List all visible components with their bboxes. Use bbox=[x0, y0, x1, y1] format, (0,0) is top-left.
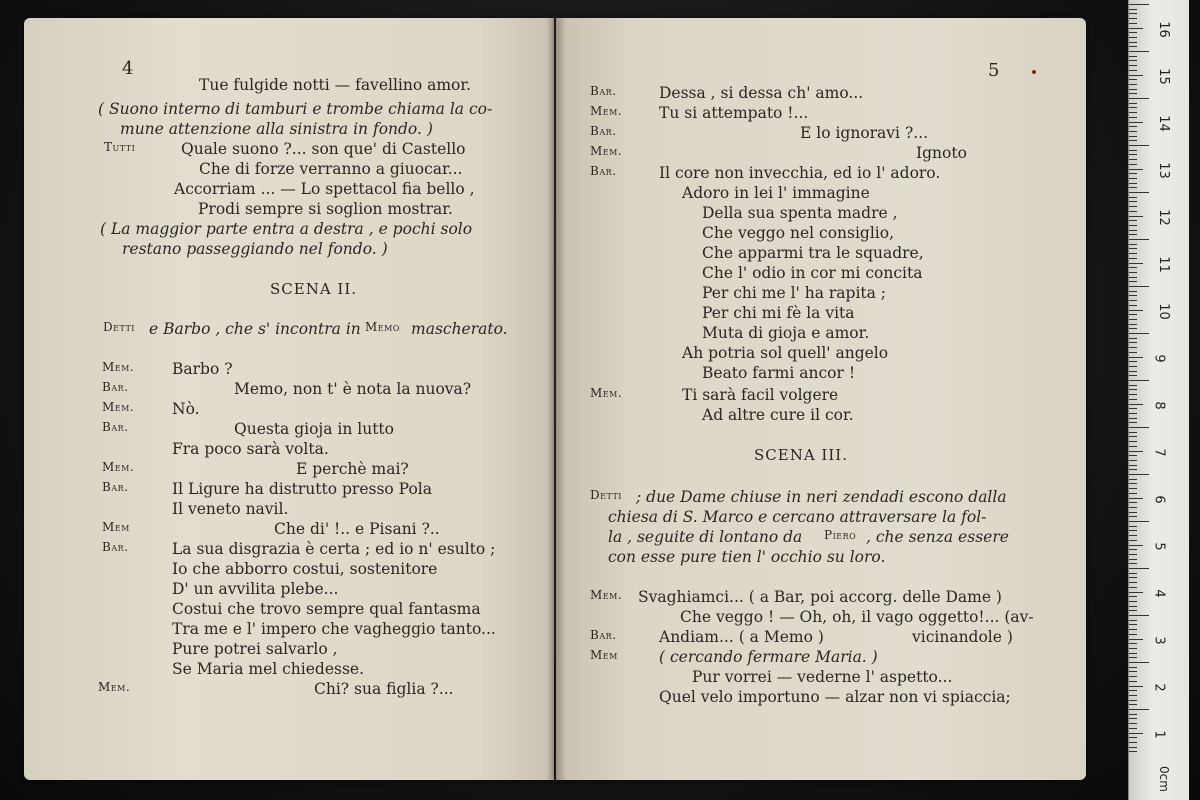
ruler-tick bbox=[1129, 361, 1137, 362]
text-line: Quale suono ?... son que' di Castello bbox=[181, 140, 466, 158]
ruler-tick bbox=[1129, 648, 1137, 649]
ruler-tick bbox=[1129, 248, 1137, 249]
ruler-tick bbox=[1129, 169, 1143, 170]
text-line: Il Ligure ha distrutto presso Pola bbox=[172, 480, 432, 498]
ruler-tick bbox=[1129, 220, 1137, 221]
ruler-tick bbox=[1129, 310, 1143, 311]
ruler-number: 5 bbox=[1151, 542, 1167, 551]
ruler-tick bbox=[1129, 13, 1137, 14]
text-line: Che veggo ! — Oh, oh, il vago oggetto!... (av- bbox=[680, 608, 1034, 626]
ruler-tick bbox=[1129, 300, 1137, 301]
page-number: 4 bbox=[122, 58, 134, 79]
ruler-tick bbox=[1129, 281, 1137, 282]
ruler-tick bbox=[1129, 436, 1137, 437]
ruler-tick bbox=[1129, 291, 1137, 292]
ruler-tick bbox=[1129, 418, 1137, 419]
ruler-tick bbox=[1129, 230, 1137, 231]
speaker: Mem. bbox=[590, 386, 623, 400]
ruler-tick bbox=[1129, 681, 1137, 682]
ruler-tick bbox=[1129, 380, 1149, 381]
ruler-tick bbox=[1129, 65, 1137, 66]
ruler-number: 8 bbox=[1151, 401, 1167, 410]
ruler-tick bbox=[1129, 690, 1137, 691]
ruler-tick bbox=[1129, 695, 1137, 696]
ruler-tick bbox=[1129, 164, 1137, 165]
ruler-tick bbox=[1129, 183, 1137, 184]
ruler-tick bbox=[1129, 549, 1137, 550]
text-line: Costui che trovo sempre qual fantasma bbox=[172, 600, 481, 618]
text-line: Barbo ? bbox=[172, 360, 233, 378]
ruler-tick bbox=[1129, 272, 1137, 273]
ruler-tick bbox=[1129, 446, 1137, 447]
text-line: Quel velo importuno — alzar non vi spiaccia; bbox=[659, 688, 1011, 706]
ruler-tick bbox=[1129, 686, 1143, 687]
ruler-tick bbox=[1129, 56, 1137, 57]
stage-direction: mune attenzione alla sinistra in fondo. ) bbox=[120, 120, 433, 138]
ruler-tick bbox=[1129, 657, 1137, 658]
text-line: Tue fulgide notti — favellino amor. bbox=[199, 76, 472, 94]
page-number: 5 bbox=[988, 60, 1000, 81]
ruler-number: 14 bbox=[1155, 115, 1171, 132]
scene-title: SCENA III. bbox=[754, 446, 848, 464]
speaker: Mem. bbox=[590, 144, 623, 158]
ruler-tick bbox=[1129, 704, 1137, 705]
ruler-tick bbox=[1129, 197, 1137, 198]
ruler-tick bbox=[1129, 37, 1137, 38]
text-line: Se Maria mel chiedesse. bbox=[172, 660, 365, 678]
ruler-tick bbox=[1129, 46, 1137, 47]
speaker: Bar. bbox=[590, 164, 617, 178]
text-line: Tra me e l' impero che vagheggio tanto... bbox=[172, 620, 496, 638]
ruler-number: 7 bbox=[1151, 448, 1167, 457]
ruler-tick bbox=[1129, 671, 1137, 672]
speaker: Mem. bbox=[102, 460, 135, 474]
ruler-tick bbox=[1129, 563, 1137, 564]
ruler-tick bbox=[1129, 662, 1149, 663]
text-line: Per chi me l' ha rapita ; bbox=[702, 284, 887, 302]
measuring-ruler bbox=[1128, 0, 1189, 800]
ruler-tick bbox=[1129, 42, 1137, 43]
ruler-tick bbox=[1129, 714, 1137, 715]
stage-direction: ( cercando fermare Maria. ) bbox=[659, 648, 878, 666]
text-line: La sua disgrazia è certa ; ed io n' esulto ; bbox=[172, 540, 496, 558]
ruler-number: 13 bbox=[1155, 162, 1171, 179]
ruler-tick bbox=[1129, 93, 1137, 94]
ruler-tick bbox=[1129, 427, 1149, 428]
ruler-tick bbox=[1129, 718, 1137, 719]
text-line: Adoro in lei l' immagine bbox=[682, 184, 870, 202]
text-line: Svaghiamci... ( a Bar, poi accorg. delle Dame ) bbox=[638, 588, 1002, 606]
book-gutter bbox=[546, 18, 566, 780]
ruler-tick bbox=[1129, 267, 1137, 268]
ruler-tick bbox=[1129, 587, 1137, 588]
ruler-tick bbox=[1129, 385, 1137, 386]
text-line: vicinandole ) bbox=[912, 628, 1013, 646]
stage-direction: ; due Dame chiuse in neri zendadi escono dalla bbox=[636, 488, 1007, 506]
ruler-tick bbox=[1129, 145, 1149, 146]
ruler-tick bbox=[1129, 140, 1137, 141]
ruler-tick bbox=[1129, 733, 1143, 734]
ruler-tick bbox=[1129, 700, 1137, 701]
ruler-tick bbox=[1129, 498, 1143, 499]
ruler-tick bbox=[1129, 305, 1137, 306]
ruler-tick bbox=[1129, 136, 1137, 137]
ruler-tick bbox=[1129, 18, 1137, 19]
ruler-tick bbox=[1129, 545, 1143, 546]
ruler-tick bbox=[1129, 173, 1137, 174]
text-line: Pure potrei salvarlo , bbox=[172, 640, 338, 658]
speaker: Mem. bbox=[590, 588, 623, 602]
ruler-tick bbox=[1129, 404, 1143, 405]
ruler-tick bbox=[1129, 117, 1137, 118]
ruler-tick bbox=[1129, 601, 1137, 602]
ruler-tick bbox=[1129, 596, 1137, 597]
stage-direction: con esse pure tien l' occhio su loro. bbox=[608, 548, 886, 566]
text-line: Ti sarà facil volgere bbox=[682, 386, 839, 404]
ruler-tick bbox=[1129, 60, 1137, 61]
ruler-tick bbox=[1129, 667, 1137, 668]
speaker: Detti bbox=[103, 320, 135, 334]
ruler-number: 10 bbox=[1155, 303, 1171, 320]
ruler-tick bbox=[1129, 723, 1137, 724]
ruler-tick bbox=[1129, 592, 1143, 593]
speaker: Memo bbox=[365, 320, 400, 334]
text-line: Ad altre cure il cor. bbox=[702, 406, 854, 424]
ruler-tick bbox=[1129, 615, 1149, 616]
ruler-tick bbox=[1129, 98, 1149, 99]
ruler-tick bbox=[1129, 493, 1137, 494]
ruler-tick bbox=[1129, 728, 1137, 729]
text-line: Nò. bbox=[172, 400, 200, 418]
ruler-tick bbox=[1129, 535, 1137, 536]
ruler-tick bbox=[1129, 399, 1137, 400]
stage-direction: , che senza essere bbox=[866, 528, 1009, 546]
text-line: Tu si attempato !... bbox=[659, 104, 809, 122]
ruler-tick bbox=[1129, 178, 1137, 179]
ruler-tick bbox=[1129, 314, 1137, 315]
ruler-tick bbox=[1129, 159, 1137, 160]
text-line: Che veggo nel consiglio, bbox=[702, 224, 895, 242]
ruler-tick bbox=[1129, 352, 1137, 353]
speaker: Piero bbox=[824, 528, 857, 542]
text-line: Questa gioja in lutto bbox=[234, 420, 394, 438]
ruler-tick bbox=[1129, 211, 1137, 212]
text-line: Che di forze verranno a giuocar... bbox=[199, 160, 463, 178]
ruler-tick bbox=[1129, 333, 1149, 334]
ruler-tick bbox=[1129, 150, 1137, 151]
text-line: Che l' odio in cor mi concita bbox=[702, 264, 923, 282]
speaker: Mem. bbox=[102, 400, 135, 414]
ruler-tick bbox=[1129, 295, 1137, 296]
text-line: Muta di gioja e amor. bbox=[702, 324, 870, 342]
ruler-tick bbox=[1129, 413, 1137, 414]
ruler-tick bbox=[1129, 103, 1137, 104]
ruler-tick bbox=[1129, 460, 1137, 461]
ruler-tick bbox=[1129, 225, 1137, 226]
ruler-tick bbox=[1129, 9, 1137, 10]
ruler-number: 16 bbox=[1155, 21, 1171, 38]
ruler-number: 2 bbox=[1151, 683, 1167, 692]
ruler-tick bbox=[1129, 79, 1137, 80]
speaker: Bar. bbox=[590, 124, 617, 138]
ruler-tick bbox=[1129, 89, 1137, 90]
text-line: Per chi mi fè la vita bbox=[702, 304, 855, 322]
text-line: Memo, non t' è nota la nuova? bbox=[234, 380, 472, 398]
ruler-tick bbox=[1129, 324, 1137, 325]
ruler-tick bbox=[1129, 263, 1143, 264]
scene-title: SCENA II. bbox=[270, 280, 358, 298]
text-line: Della sua spenta madre , bbox=[702, 204, 898, 222]
ruler-tick bbox=[1129, 338, 1137, 339]
ruler-tick bbox=[1129, 244, 1137, 245]
ruler-tick bbox=[1129, 375, 1137, 376]
ruler-tick bbox=[1129, 516, 1137, 517]
ruler-tick bbox=[1129, 328, 1137, 329]
ruler-tick bbox=[1129, 577, 1137, 578]
speaker: Bar. bbox=[102, 420, 129, 434]
stage-direction: mascherato. bbox=[411, 320, 508, 338]
ruler-tick bbox=[1129, 639, 1143, 640]
stage-direction: ( La maggior parte entra a destra , e pochi solo bbox=[100, 220, 473, 238]
ruler-tick bbox=[1129, 286, 1149, 287]
ruler-tick bbox=[1129, 28, 1143, 29]
ruler-tick bbox=[1129, 51, 1149, 52]
text-line: Pur vorrei — vederne l' aspetto... bbox=[692, 668, 953, 686]
ruler-number: 12 bbox=[1155, 209, 1171, 226]
ruler-tick bbox=[1129, 620, 1137, 621]
left-page bbox=[24, 18, 554, 780]
ruler-tick bbox=[1129, 554, 1137, 555]
speaker: Mem. bbox=[102, 360, 135, 374]
ruler-tick bbox=[1129, 502, 1137, 503]
ruler-tick bbox=[1129, 432, 1137, 433]
stage-direction: chiesa di S. Marco e cercano attraversare la fol- bbox=[608, 508, 987, 526]
ruler-number: 3 bbox=[1151, 636, 1167, 645]
speaker: Bar. bbox=[590, 628, 617, 642]
text-line: Fra poco sarà volta. bbox=[172, 440, 329, 458]
speaker: Bar. bbox=[102, 540, 129, 554]
ruler-tick bbox=[1129, 258, 1137, 259]
ruler-tick bbox=[1129, 4, 1149, 5]
ruler-tick bbox=[1129, 559, 1137, 560]
ruler-number: 15 bbox=[1155, 68, 1171, 85]
ruler-tick bbox=[1129, 582, 1137, 583]
ruler-tick bbox=[1129, 23, 1137, 24]
ruler-tick bbox=[1129, 112, 1137, 113]
ruler-tick bbox=[1129, 126, 1137, 127]
text-line: Accorriam ... — Lo spettacol fia bello , bbox=[174, 180, 475, 198]
ruler-tick bbox=[1129, 634, 1137, 635]
stage-direction: e Barbo , che s' incontra in bbox=[149, 320, 361, 338]
ruler-tick bbox=[1129, 624, 1137, 625]
ruler-tick bbox=[1129, 70, 1137, 71]
ruler-tick bbox=[1129, 747, 1137, 748]
speaker: Tutti bbox=[104, 140, 136, 154]
text-line: Che di' !.. e Pisani ?.. bbox=[274, 520, 440, 538]
ruler-tick bbox=[1129, 469, 1137, 470]
ruler-tick bbox=[1129, 371, 1137, 372]
text-line: Che apparmi tra le squadre, bbox=[702, 244, 924, 262]
text-line: E lo ignoravi ?... bbox=[800, 124, 929, 142]
ruler-tick bbox=[1129, 479, 1137, 480]
ruler-tick bbox=[1129, 366, 1137, 367]
speaker: Detti bbox=[590, 488, 622, 502]
ruler-tick bbox=[1129, 742, 1137, 743]
stage-direction: ( Suono interno di tamburi e trombe chiama la co- bbox=[98, 100, 493, 118]
text-line: Andiam... ( a Memo ) bbox=[659, 628, 824, 646]
ruler-tick bbox=[1129, 629, 1137, 630]
ruler-number: 11 bbox=[1155, 256, 1171, 273]
ruler-number: 6 bbox=[1151, 495, 1167, 504]
ruler-tick bbox=[1129, 347, 1137, 348]
ruler-tick bbox=[1129, 483, 1137, 484]
ruler-tick bbox=[1129, 526, 1137, 527]
ruler-number: 1 bbox=[1151, 730, 1167, 739]
ruler-tick bbox=[1129, 408, 1137, 409]
ruler-tick bbox=[1129, 131, 1137, 132]
text-line: Il core non invecchia, ed io l' adoro. bbox=[659, 164, 941, 182]
stage-direction: restano passeggiando nel fondo. ) bbox=[122, 240, 388, 258]
text-line: Prodi sempre si soglion mostrar. bbox=[198, 200, 453, 218]
ruler-tick bbox=[1129, 422, 1137, 423]
ruler-tick bbox=[1129, 441, 1137, 442]
ruler-tick bbox=[1129, 465, 1137, 466]
ruler-tick bbox=[1129, 357, 1143, 358]
speaker: Mem bbox=[102, 520, 130, 534]
text-line: E perchè mai? bbox=[296, 460, 409, 478]
ruler-tick bbox=[1129, 201, 1137, 202]
ruler-tick bbox=[1129, 394, 1137, 395]
text-line: Io che abborro costui, sostenitore bbox=[172, 560, 438, 578]
ruler-tick bbox=[1129, 512, 1137, 513]
ruler-tick bbox=[1129, 342, 1137, 343]
ruler-tick bbox=[1129, 709, 1149, 710]
ruler-tick bbox=[1129, 751, 1137, 752]
ruler-tick bbox=[1129, 187, 1137, 188]
ruler-number: 9 bbox=[1151, 354, 1167, 363]
ruler-tick bbox=[1129, 107, 1137, 108]
ruler-tick bbox=[1129, 606, 1137, 607]
ink-dot bbox=[1032, 70, 1036, 74]
text-line: Chi? sua figlia ?... bbox=[314, 680, 454, 698]
ruler-tick bbox=[1129, 239, 1149, 240]
ruler-tick bbox=[1129, 84, 1137, 85]
speaker: Bar. bbox=[102, 480, 129, 494]
ruler-tick bbox=[1129, 319, 1137, 320]
ruler-tick bbox=[1129, 122, 1143, 123]
ruler-tick bbox=[1129, 676, 1137, 677]
speaker: Bar. bbox=[590, 84, 617, 98]
ruler-tick bbox=[1129, 389, 1137, 390]
ruler-tick bbox=[1129, 253, 1137, 254]
ruler-tick bbox=[1129, 32, 1137, 33]
ruler-tick bbox=[1129, 540, 1137, 541]
ruler-tick bbox=[1129, 737, 1137, 738]
ruler-tick bbox=[1129, 521, 1149, 522]
speaker: Bar. bbox=[102, 380, 129, 394]
text-line: Ignoto bbox=[916, 144, 967, 162]
ruler-tick bbox=[1129, 568, 1149, 569]
ruler-tick bbox=[1129, 234, 1137, 235]
text-line: Ah potria sol quell' angelo bbox=[682, 344, 889, 362]
right-page bbox=[556, 18, 1086, 780]
text-line: Beato farmi ancor ! bbox=[702, 364, 856, 382]
ruler-tick bbox=[1129, 488, 1137, 489]
ruler-tick bbox=[1129, 530, 1137, 531]
speaker: Mem bbox=[590, 648, 618, 662]
ruler-tick bbox=[1129, 573, 1137, 574]
stage-direction: la , seguite di lontano da bbox=[608, 528, 803, 546]
speaker: Mem. bbox=[98, 680, 131, 694]
open-book bbox=[24, 18, 1086, 780]
text-line: Dessa , si dessa ch' amo... bbox=[659, 84, 864, 102]
text-line: D' un avvilita plebe... bbox=[172, 580, 339, 598]
ruler-tick bbox=[1129, 610, 1137, 611]
ruler-tick bbox=[1129, 507, 1137, 508]
ruler-number: 4 bbox=[1151, 589, 1167, 598]
speaker: Mem. bbox=[590, 104, 623, 118]
ruler-tick bbox=[1129, 455, 1137, 456]
ruler-tick bbox=[1129, 474, 1149, 475]
ruler-tick bbox=[1129, 75, 1143, 76]
ruler-tick bbox=[1129, 216, 1143, 217]
ruler-tick bbox=[1129, 154, 1137, 155]
ruler-tick bbox=[1129, 451, 1143, 452]
ruler-tick bbox=[1129, 277, 1137, 278]
ruler-tick bbox=[1129, 653, 1137, 654]
ruler-tick bbox=[1129, 643, 1137, 644]
ruler-tick bbox=[1129, 192, 1149, 193]
text-line: Il veneto navil. bbox=[172, 500, 289, 518]
ruler-unit-label: 0cm bbox=[1156, 766, 1171, 792]
ruler-tick bbox=[1129, 206, 1137, 207]
